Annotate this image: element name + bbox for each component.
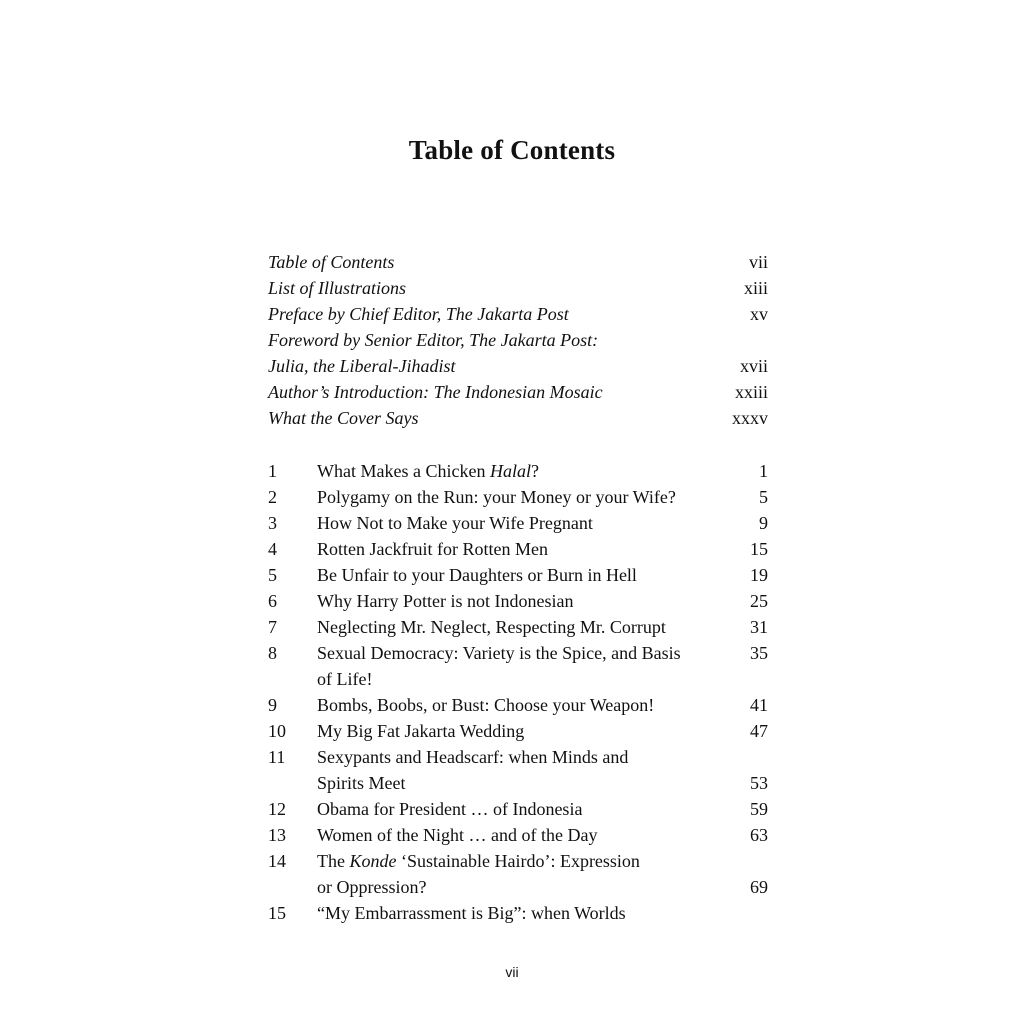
page-number: vii <box>505 964 519 980</box>
chapter-number: 1 <box>268 461 277 481</box>
chapter-number: 15 <box>268 903 286 923</box>
toc-entry-page: xv <box>750 304 768 324</box>
toc-entry-title: Foreword by Senior Editor, The Jakarta Post: <box>268 330 599 350</box>
chapter-number: 4 <box>268 539 277 559</box>
chapter-page: 31 <box>750 617 768 637</box>
chapter-entry[interactable] <box>268 588 768 614</box>
chapter-title: Spirits Meet <box>317 773 406 793</box>
chapter-page: 47 <box>750 721 768 741</box>
chapter-entry[interactable] <box>268 692 768 718</box>
chapter-page: 69 <box>750 877 768 897</box>
chapter-number: 6 <box>268 591 277 611</box>
chapter-number: 11 <box>268 747 286 767</box>
chapter-title: Sexual Democracy: Variety is the Spice, and Basis <box>317 643 681 663</box>
chapter-entry[interactable] <box>268 536 768 562</box>
chapter-number: 2 <box>268 487 277 507</box>
chapter-page: 19 <box>750 565 768 585</box>
chapter-title: Why Harry Potter is not Indonesian <box>317 591 574 611</box>
toc-entry-page: vii <box>748 252 768 272</box>
chapter-title: Women of the Night … and of the Day <box>317 825 598 845</box>
chapter-title-italic: Halal <box>489 461 531 481</box>
chapter-title: Sexypants and Headscarf: when Minds and <box>317 747 629 767</box>
chapter-number: 12 <box>268 799 286 819</box>
chapter-number: 14 <box>268 851 286 871</box>
toc-entry-title: Table of Contents <box>268 252 395 272</box>
toc-entry-title: List of Illustrations <box>268 278 407 298</box>
toc-entry[interactable] <box>268 301 768 327</box>
toc-entry[interactable] <box>268 405 768 431</box>
chapter-entry[interactable] <box>268 744 768 770</box>
chapter-entry[interactable] <box>268 510 768 536</box>
chapter-title-italic: Konde <box>349 851 397 871</box>
chapter-title: Bombs, Boobs, or Bust: Choose your Weapon! <box>317 695 655 715</box>
chapter-page: 59 <box>750 799 768 819</box>
chapter-entry[interactable] <box>268 640 768 666</box>
chapter-entry[interactable] <box>268 822 768 848</box>
chapter-entry-continued[interactable] <box>268 770 768 796</box>
chapter-entry[interactable] <box>268 848 768 874</box>
chapter-number: 9 <box>268 695 277 715</box>
toc-entry-page: xxiii <box>734 382 768 402</box>
chapter-entry-continued[interactable] <box>268 666 768 692</box>
chapter-number: 10 <box>268 721 286 741</box>
chapter-entry[interactable] <box>268 484 768 510</box>
chapter-title-text: ‘Sustainable Hairdo’: Expression <box>396 851 640 871</box>
chapter-title: Neglecting Mr. Neglect, Respecting Mr. Corrupt <box>317 617 666 637</box>
chapter-page: 5 <box>759 487 768 507</box>
toc-entry-page: xxxv <box>732 408 768 428</box>
toc-entry[interactable] <box>268 275 768 301</box>
chapter-page: 63 <box>750 825 768 845</box>
chapter-title-text: What Makes a Chicken <box>317 461 490 481</box>
chapter-title: Obama for President … of Indonesia <box>317 799 583 819</box>
chapter-page: 53 <box>750 773 768 793</box>
chapter-title: or Oppression? <box>317 877 427 897</box>
chapter-entry[interactable] <box>268 562 768 588</box>
toc-entry-title: Author’s Introduction: The Indonesian Mosaic <box>268 382 603 402</box>
chapter-title-text: ? <box>530 461 539 481</box>
toc-entry-page: xiii <box>743 278 768 298</box>
toc-entry-title: Julia, the Liberal-Jihadist <box>268 356 456 376</box>
toc-entry[interactable] <box>268 249 768 275</box>
chapter-page: 15 <box>750 539 768 559</box>
page-title: Table of Contents <box>408 135 616 165</box>
chapter-title: My Big Fat Jakarta Wedding <box>317 721 525 741</box>
chapter-page: 35 <box>750 643 768 663</box>
chapter-page: 1 <box>759 461 768 481</box>
chapter-title: Polygamy on the Run: your Money or your Wife? <box>317 487 676 507</box>
chapter-title: of Life! <box>317 669 373 689</box>
chapter-title: Be Unfair to your Daughters or Burn in Hell <box>317 565 637 585</box>
toc-entry[interactable] <box>268 327 768 353</box>
chapter-number: 3 <box>268 513 277 533</box>
chapter-title-text: The <box>317 851 350 871</box>
toc-entry-page: xvii <box>739 356 768 376</box>
chapter-entry[interactable] <box>268 796 768 822</box>
chapter-title <box>317 848 640 874</box>
toc-entry[interactable] <box>268 379 768 405</box>
toc-entry-title: Preface by Chief Editor, The Jakarta Post <box>268 304 569 324</box>
chapter-entry-continued[interactable] <box>268 874 768 900</box>
toc-entry-title: What the Cover Says <box>268 408 419 428</box>
chapter-title: “My Embarrassment is Big”: when Worlds <box>317 903 626 923</box>
chapter-list <box>268 458 768 926</box>
chapter-entry[interactable] <box>268 458 768 484</box>
chapter-entry[interactable] <box>268 718 768 744</box>
chapter-page: 41 <box>750 695 768 715</box>
toc-entry[interactable] <box>268 353 768 379</box>
chapter-number: 7 <box>268 617 277 637</box>
chapter-title <box>317 458 539 484</box>
chapter-entry[interactable] <box>268 614 768 640</box>
chapter-number: 5 <box>268 565 277 585</box>
chapter-title: Rotten Jackfruit for Rotten Men <box>317 539 548 559</box>
chapter-number: 13 <box>268 825 286 845</box>
chapter-entry[interactable] <box>268 900 768 926</box>
front-matter-list <box>268 249 768 431</box>
chapter-number: 8 <box>268 643 277 663</box>
chapter-title: How Not to Make your Wife Pregnant <box>317 513 593 533</box>
chapter-page: 25 <box>750 591 768 611</box>
chapter-page: 9 <box>759 513 768 533</box>
